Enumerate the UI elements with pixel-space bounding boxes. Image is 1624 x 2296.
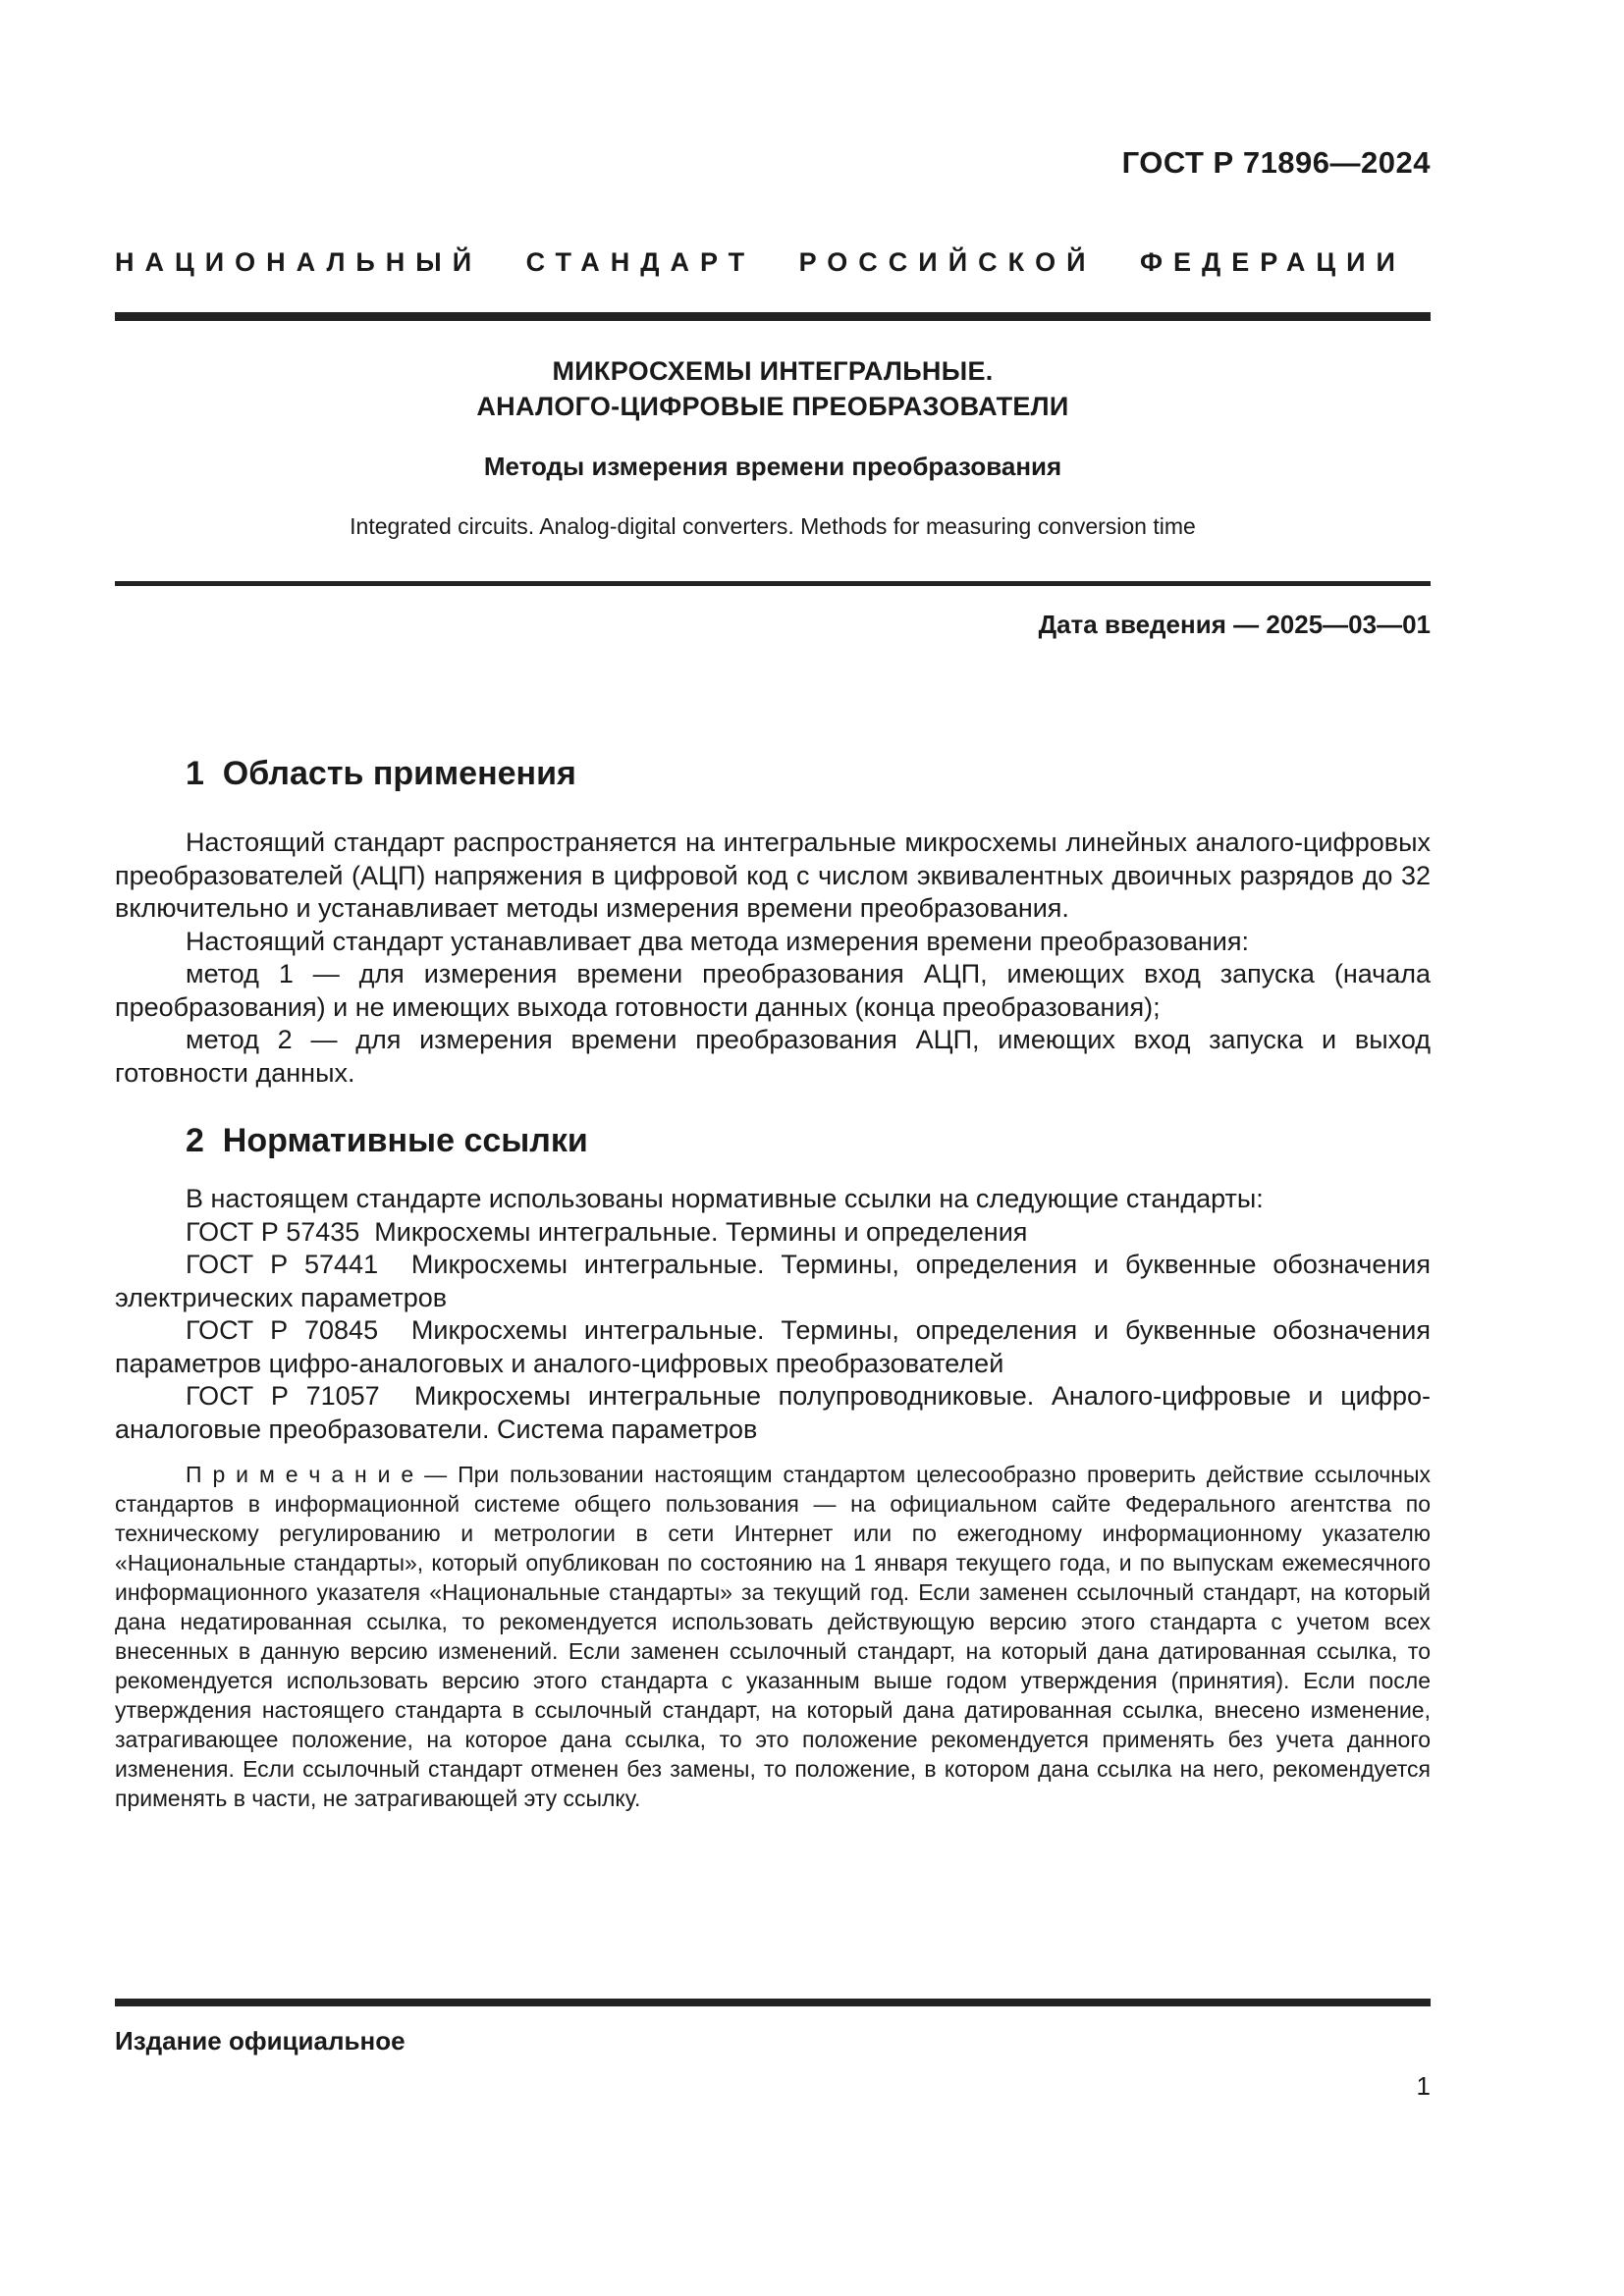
doc-title-en: Integrated circuits. Analog-digital converters. Methods for measuring conversion time	[350, 513, 1196, 539]
doc-number: ГОСТ Р 71896—2024	[1121, 145, 1431, 180]
reference-gost-r-70845: ГОСТ Р 70845 Микросхемы интегральные. Термины, определения и буквенные обозначения параметров цифро-аналоговых и аналого-цифровых преобразователей	[115, 1315, 1431, 1378]
section-1-heading: 1 Область применения	[186, 755, 576, 792]
section-2-heading: 2 Нормативные ссылки	[186, 1122, 588, 1159]
standard-banner: НАЦИОНАЛЬНЫЙ СТАНДАРТ РОССИЙСКОЙ ФЕДЕРАЦИИ	[115, 247, 1406, 277]
section-1-paragraph-3: метод 1 — для измерения времени преобразования АЦП, имеющих вход запуска (начала преобразования) и не имеющих выхода готовности данных (конца преобразования);	[115, 959, 1431, 1022]
section-1-paragraph-2: Настоящий стандарт устанавливает два метода измерения времени преобразования:	[186, 926, 1249, 956]
edition-note: Издание официальное	[115, 2026, 406, 2056]
section-2-body	[115, 1183, 1431, 1446]
reference-gost-r-71057: ГОСТ Р 71057 Микросхемы интегральные полупроводниковые. Аналого-цифровые и цифро-аналоговые преобразователи. Система параметров	[115, 1381, 1431, 1444]
section-1-paragraph-1: Настоящий стандарт распространяется на интегральные микросхемы линейных аналого-цифровых преобразователей (АЦП) напряжения в цифровой код с числом эквивалентных двоичных разрядов до 32 включительно и устанавливает методы измерения времени преобразования.	[115, 828, 1431, 923]
page-number: 1	[1416, 2071, 1431, 2101]
doc-title-line1: МИКРОСХЕМЫ ИНТЕГРАЛЬНЫЕ.	[552, 356, 994, 386]
effective-date: Дата введения — 2025—03—01	[1038, 610, 1431, 639]
section-1-body	[115, 827, 1431, 1090]
header-rule	[115, 312, 1431, 321]
footer-rule	[115, 1999, 1431, 2006]
reference-gost-r-57441: ГОСТ Р 57441 Микросхемы интегральные. Термины, определения и буквенные обозначения электрических параметров	[115, 1250, 1431, 1312]
section-1-paragraph-4: метод 2 — для измерения времени преобразования АЦП, имеющих вход запуска и выход готовности данных.	[115, 1025, 1431, 1088]
reference-gost-r-57435: ГОСТ Р 57435 Микросхемы интегральные. Термины и определения	[186, 1216, 1028, 1247]
doc-title-ru	[115, 353, 1431, 424]
section-2-note: П р и м е ч а н и е — При пользовании настоящим стандартом целесообразно проверить действие ссылочных стандартов в информационной системе общего пользования — на официальном сайте Федерального агентства по техническому регулированию и метрологии в сети Интернет или по ежегодному информационному указателю «Национальные стандарты», который опубликован по состоянию на 1 января текущего года, и по выпускам ежемесячного информационного указателя «Национальные стандарты» за текущий год. Если заменен ссылочный стандарт, на который дана недатированная ссылка, то рекомендуется использовать действующую версию этого стандарта с учетом всех внесенных в данную версию изменений. Если заменен ссылочный стандарт, на который дана датированная ссылка, то рекомендуется использовать версию этого стандарта с указанным выше годом утверждения (принятия). Если после утверждения настоящего стандарта в ссылочный стандарт, на который дана датированная ссылка, внесено изменение, затрагивающее положение, на которое дана ссылка, то это положение рекомендуется применять без учета данного изменения. Если ссылочный стандарт отменен без замены, то положение, в котором дана ссылка на него, рекомендуется применять в части, не затрагивающей эту ссылку.	[115, 1462, 1431, 1811]
doc-title-line2: АНАЛОГО-ЦИФРОВЫЕ ПРЕОБРАЗОВАТЕЛИ	[476, 392, 1069, 421]
doc-subtitle-ru: Методы измерения времени преобразования	[483, 452, 1062, 481]
title-divider-rule	[115, 581, 1431, 586]
section-2-paragraph-intro: В настоящем стандарте использованы нормативные ссылки на следующие стандарты:	[186, 1184, 1264, 1213]
